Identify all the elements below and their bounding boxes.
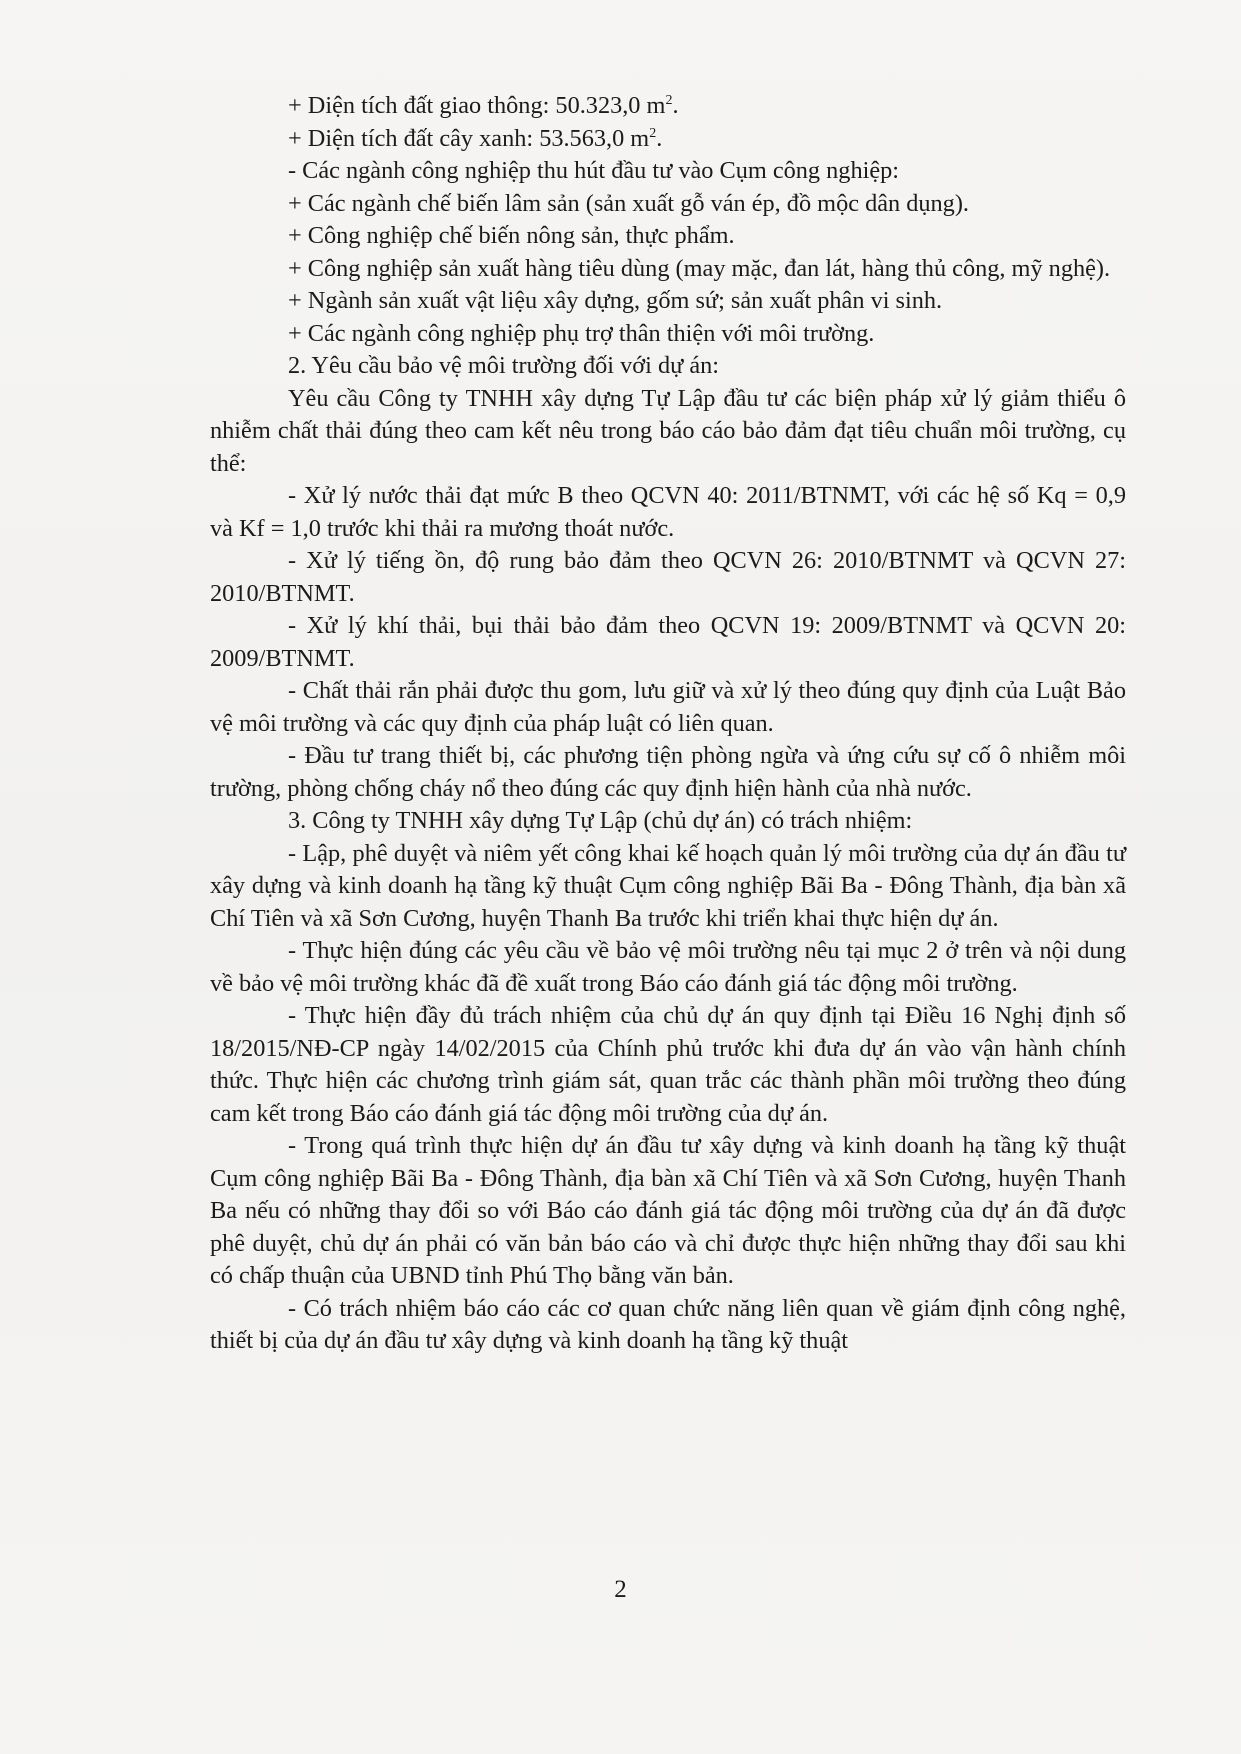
section-heading-2: 2. Yêu cầu bảo vệ môi trường đối với dự án: xyxy=(288,352,720,379)
paragraph-management-plan: - Lập, phê duyệt và niêm yết công khai kế hoạch quản lý môi trường của dự án đầu tư xây dựng và kinh doanh hạ tầng kỹ thuật Cụm công nghiệp Bãi Ba - Đông Thành, địa bàn xã Chí Tiên và xã Sơn Cương, huyện Thanh Ba trước khi triển khai thực hiện dự án. xyxy=(210,839,1126,932)
paragraph-wastewater: - Xử lý nước thải đạt mức B theo QCVN 40: 2011/BTNMT, với các hệ số Kq = 0,9 và Kf = 1,0 trước khi thải ra mương thoát nước. xyxy=(210,482,1126,542)
paragraph-incident-response: - Đầu tư trang thiết bị, các phương tiện phòng ngừa và ứng cứu sự cố ô nhiễm môi trường, phòng chống cháy nổ theo đúng các quy định hiện hành của nhà nước. xyxy=(210,742,1126,802)
paragraph-solid-waste: - Chất thải rắn phải được thu gom, lưu giữ và xử lý theo đúng quy định của Luật Bảo vệ môi trường và các quy định của pháp luật có liên quan. xyxy=(210,677,1126,737)
paragraph-green-land-area: + Diện tích đất cây xanh: 53.563,0 $m^2$. xyxy=(288,124,663,152)
paragraph-implement-requirements: - Thực hiện đúng các yêu cầu về bảo vệ môi trường nêu tại mục 2 ở trên và nội dung về bảo vệ môi trường khác đã đề xuất trong Báo cáo đánh giá tác động môi trường. xyxy=(210,937,1126,997)
paragraph-agri-food: + Công nghiệp chế biến nông sản, thực phẩm. xyxy=(288,222,735,249)
superscript-2: 2 xyxy=(649,125,657,141)
paragraph-changes-reporting: - Trong quá trình thực hiện dự án đầu tư xây dựng và kinh doanh hạ tầng kỹ thuật Cụm công nghiệp Bãi Ba - Đông Thành, địa bàn xã Chí Tiên và xã Sơn Cương, huyện Thanh Ba nếu có những thay đổi so với Báo cáo đánh giá tác động môi trường của dự án đã được phê duyệt, chủ dự án phải có văn bản báo cáo và chỉ được thực hiện những thay đổi sau khi có chấp thuận của UBND tỉnh Phú Thọ bằng văn bản. xyxy=(210,1132,1126,1289)
paragraph-noise-vibration: - Xử lý tiếng ồn, độ rung bảo đảm theo QCVN 26: 2010/BTNMT và QCVN 27: 2010/BTNMT. xyxy=(210,547,1126,607)
paragraph-exhaust-dust: - Xử lý khí thải, bụi thải bảo đảm theo QCVN 19: 2009/BTNMT và QCVN 20: 2009/BTNMT. xyxy=(210,612,1126,672)
paragraph-requirements-intro: Yêu cầu Công ty TNHH xây dựng Tự Lập đầu tư các biện pháp xử lý giảm thiểu ô nhiễm chất thải đúng theo cam kết nêu trong báo cáo bảo đảm đạt tiêu chuẩn môi trường, cụ thể: xyxy=(210,384,1126,477)
paragraph-owner-responsibilities: - Thực hiện đầy đủ trách nhiệm của chủ dự án quy định tại Điều 16 Nghị định số 18/2015/NĐ-CP ngày 14/02/2015 của Chính phủ trước khi đưa dự án vào vận hành chính thức. Thực hiện các chương trình giám sát, quan trắc các thành phần môi trường theo đúng cam kết trong Báo cáo đánh giá tác động môi trường của dự án. xyxy=(210,1002,1126,1127)
paragraph-traffic-land-area: + Diện tích đất giao thông: 50.323,0 $m^2$. xyxy=(288,92,679,119)
section-heading-3: 3. Công ty TNHH xây dựng Tự Lập (chủ dự án) có trách nhiệm: xyxy=(288,807,913,834)
paragraph-support-industries: + Các ngành công nghiệp phụ trợ thân thiện với môi trường. xyxy=(288,319,875,347)
paragraph-industries-heading: - Các ngành công nghiệp thu hút đầu tư vào Cụm công nghiệp: xyxy=(288,157,900,184)
page-number: 2 xyxy=(614,1576,627,1603)
document-body xyxy=(210,90,1126,1358)
paragraph-building-materials: + Ngành sản xuất vật liệu xây dựng, gốm sứ; sản xuất phân vi sinh. xyxy=(288,287,943,314)
paragraph-forest-products: + Các ngành chế biến lâm sản (sản xuất gỗ ván ép, đồ mộc dân dụng). xyxy=(288,189,970,217)
paragraph-technology-reporting: - Có trách nhiệm báo cáo các cơ quan chức năng liên quan về giám định công nghệ, thiết bị của dự án đầu tư xây dựng và kinh doanh hạ tầng kỹ thuật xyxy=(210,1294,1126,1354)
superscript-2: 2 xyxy=(665,93,673,108)
paragraph-consumer-goods: + Công nghiệp sản xuất hàng tiêu dùng (may mặc, đan lát, hàng thủ công, mỹ nghệ). xyxy=(288,254,1111,282)
